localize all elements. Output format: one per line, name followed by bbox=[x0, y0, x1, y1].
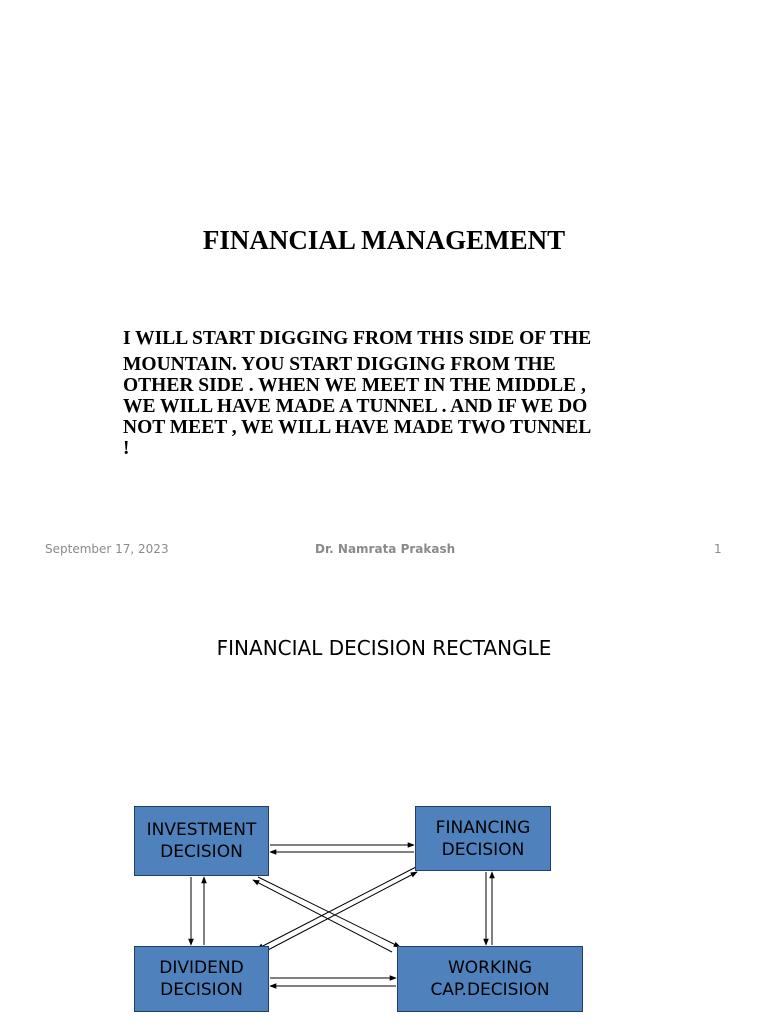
footer-author: Dr. Namrata Prakash bbox=[315, 542, 456, 556]
footer-date: September 17, 2023 bbox=[45, 542, 169, 556]
box-label: DECISION bbox=[441, 839, 525, 860]
box-label: DIVIDEND bbox=[159, 958, 244, 978]
box-label: CAP.DECISION bbox=[430, 980, 550, 1000]
box-label: DECISION bbox=[160, 842, 243, 862]
quote-line: OTHER SIDE . WHEN WE MEET IN THE MIDDLE , bbox=[123, 375, 586, 396]
investment-decision-box bbox=[134, 806, 269, 876]
arrow-dividend-to-financing bbox=[266, 872, 417, 951]
quote-line: ! bbox=[123, 438, 130, 459]
box-label: FINANCING bbox=[435, 817, 531, 838]
working-capital-decision-box bbox=[397, 946, 583, 1012]
quote-line: I WILL START DIGGING FROM THIS SIDE OF THE bbox=[123, 328, 592, 349]
arrow-wc-to-investment bbox=[253, 880, 392, 952]
page-number: 1 bbox=[714, 542, 722, 556]
quote-text bbox=[123, 328, 653, 459]
financing-decision-box bbox=[415, 806, 551, 871]
box-label: DECISION bbox=[160, 980, 243, 1000]
slide-title: FINANCIAL DECISION RECTANGLE bbox=[216, 636, 552, 660]
box-label: INVESTMENT bbox=[146, 820, 257, 840]
slide-title: FINANCIAL MANAGEMENT bbox=[202, 225, 566, 255]
quote-line: MOUNTAIN. YOU START DIGGING FROM THE bbox=[123, 354, 556, 375]
decision-connectors bbox=[0, 580, 768, 1024]
quote-line: NOT MEET , WE WILL HAVE MADE TWO TUNNEL bbox=[123, 417, 592, 438]
slide-2 bbox=[0, 580, 768, 1024]
dividend-decision-box bbox=[134, 946, 269, 1012]
quote-line: WE WILL HAVE MADE A TUNNEL . AND IF WE DO bbox=[123, 396, 588, 417]
arrow-financing-to-dividend bbox=[257, 867, 416, 949]
box-label: WORKING bbox=[447, 958, 533, 978]
